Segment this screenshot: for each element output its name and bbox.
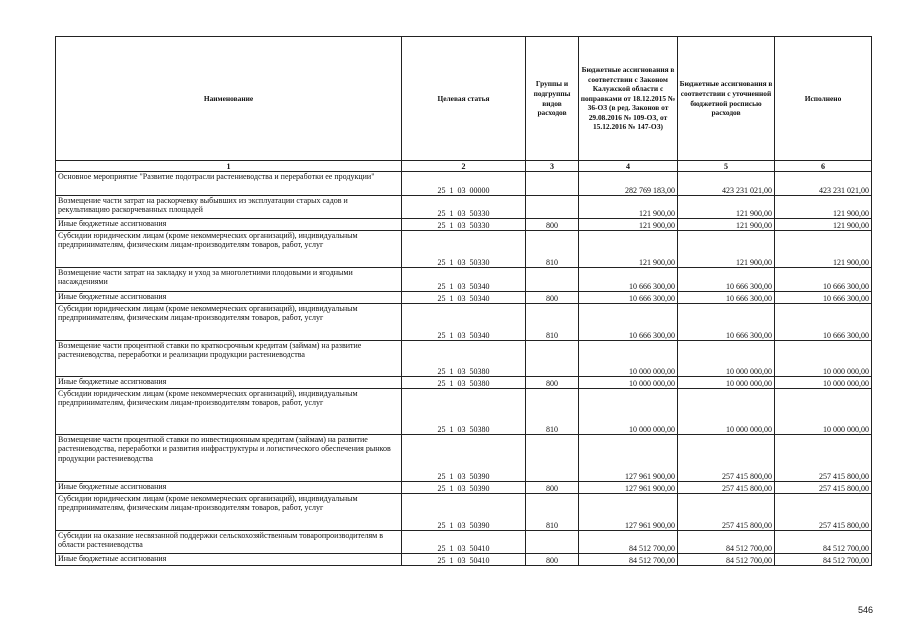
- row-expense-group: [526, 341, 579, 377]
- row-name: Иные бюджетные ассигнования: [56, 219, 402, 231]
- table-row: [56, 172, 872, 196]
- row-target-article: 25 1 03 50330: [402, 231, 526, 268]
- header-refined-allocations: Бюджетные ассигнования в соответствии с уточненной бюджетной росписью расходов: [678, 37, 775, 161]
- row-target-article: 25 1 03 50410: [402, 531, 526, 554]
- row-executed: 84 512 700,00: [775, 554, 872, 566]
- budget-table-container: [55, 36, 872, 566]
- row-refined-allocation: 10 000 000,00: [678, 389, 775, 435]
- table-row: [56, 435, 872, 482]
- row-executed: 257 415 800,00: [775, 482, 872, 494]
- row-name: Субсидии на оказание несвязанной поддержки сельскохозяйственным товаропроизводителям в области растениеводства: [56, 531, 402, 554]
- column-number-row: [56, 161, 872, 172]
- row-expense-group: 800: [526, 554, 579, 566]
- row-target-article: 25 1 03 00000: [402, 172, 526, 196]
- row-name: Субсидии юридическим лицам (кроме некоммерческих организаций), индивидуальным предпринимателям, физическим лицам-производителям товаров, работ, услуг: [56, 494, 402, 531]
- row-name: Иные бюджетные ассигнования: [56, 554, 402, 566]
- row-name: Основное мероприятие "Развитие подотрасли растениеводства и переработки ее продукции": [56, 172, 402, 196]
- row-expense-group: 800: [526, 219, 579, 231]
- row-law-allocation: 10 666 300,00: [579, 292, 678, 304]
- row-target-article: 25 1 03 50340: [402, 268, 526, 292]
- row-expense-group: 800: [526, 292, 579, 304]
- table-row: [56, 341, 872, 377]
- row-law-allocation: 10 000 000,00: [579, 377, 678, 389]
- header-name: Наименование: [56, 37, 402, 161]
- row-name: Субсидии юридическим лицам (кроме некоммерческих организаций), индивидуальным предпринимателям, физическим лицам-производителям товаров, работ, услуг: [56, 304, 402, 341]
- column-number: 6: [775, 161, 872, 172]
- column-number: 2: [402, 161, 526, 172]
- row-law-allocation: 84 512 700,00: [579, 554, 678, 566]
- row-refined-allocation: 84 512 700,00: [678, 531, 775, 554]
- row-target-article: 25 1 03 50390: [402, 494, 526, 531]
- row-name: Иные бюджетные ассигнования: [56, 482, 402, 494]
- header-expense-groups: Группы и подгруппы видов расходов: [526, 37, 579, 161]
- table-row: [56, 531, 872, 554]
- row-expense-group: [526, 531, 579, 554]
- row-target-article: 25 1 03 50380: [402, 341, 526, 377]
- budget-table: [55, 36, 872, 566]
- row-executed: 10 000 000,00: [775, 389, 872, 435]
- table-row: [56, 196, 872, 219]
- table-row: [56, 304, 872, 341]
- row-law-allocation: 121 900,00: [579, 231, 678, 268]
- row-name: Субсидии юридическим лицам (кроме некоммерческих организаций), индивидуальным предпринимателям, физическим лицам-производителям товаров, работ, услуг: [56, 231, 402, 268]
- row-refined-allocation: 257 415 800,00: [678, 482, 775, 494]
- table-row: [56, 219, 872, 231]
- row-name: Субсидии юридическим лицам (кроме некоммерческих организаций), индивидуальным предпринимателям, физическим лицам-производителям товаров, работ, услуг: [56, 389, 402, 435]
- row-executed: 257 415 800,00: [775, 435, 872, 482]
- table-row: [56, 268, 872, 292]
- row-name: Иные бюджетные ассигнования: [56, 377, 402, 389]
- column-number: 1: [56, 161, 402, 172]
- row-executed: 121 900,00: [775, 219, 872, 231]
- page-number: 546: [857, 605, 873, 615]
- column-number: 4: [579, 161, 678, 172]
- row-refined-allocation: 10 000 000,00: [678, 341, 775, 377]
- table-row: [56, 292, 872, 304]
- row-refined-allocation: 121 900,00: [678, 231, 775, 268]
- row-target-article: 25 1 03 50390: [402, 482, 526, 494]
- row-law-allocation: 127 961 900,00: [579, 482, 678, 494]
- row-refined-allocation: 257 415 800,00: [678, 435, 775, 482]
- row-target-article: 25 1 03 50330: [402, 219, 526, 231]
- row-refined-allocation: 10 666 300,00: [678, 292, 775, 304]
- row-expense-group: [526, 435, 579, 482]
- row-executed: 121 900,00: [775, 231, 872, 268]
- table-body: [56, 172, 872, 566]
- table-row: [56, 377, 872, 389]
- row-law-allocation: 10 000 000,00: [579, 389, 678, 435]
- row-expense-group: 810: [526, 231, 579, 268]
- header-law-allocations: Бюджетные ассигнования в соответствии с Законом Калужской области с поправками от 18.12.2015 № 36-ОЗ (в ред. Законов от 29.08.2016 № 109-ОЗ, от 15.12.2016 № 147-ОЗ): [579, 37, 678, 161]
- row-expense-group: 810: [526, 304, 579, 341]
- row-law-allocation: 121 900,00: [579, 196, 678, 219]
- row-refined-allocation: 257 415 800,00: [678, 494, 775, 531]
- row-name: Иные бюджетные ассигнования: [56, 292, 402, 304]
- row-refined-allocation: 121 900,00: [678, 196, 775, 219]
- row-expense-group: 800: [526, 377, 579, 389]
- row-executed: 10 666 300,00: [775, 304, 872, 341]
- row-executed: 10 666 300,00: [775, 292, 872, 304]
- column-number: 5: [678, 161, 775, 172]
- header-target-article: Целевая статья: [402, 37, 526, 161]
- row-name: Возмещение части процентной ставки по инвестиционным кредитам (займам) на развитие растениеводства, переработки и развития инфраструктуры и логистического обеспечения рынков продукции растениеводства: [56, 435, 402, 482]
- row-expense-group: [526, 196, 579, 219]
- row-expense-group: 810: [526, 494, 579, 531]
- row-law-allocation: 127 961 900,00: [579, 494, 678, 531]
- row-expense-group: 810: [526, 389, 579, 435]
- row-refined-allocation: 10 000 000,00: [678, 377, 775, 389]
- row-law-allocation: 282 769 183,00: [579, 172, 678, 196]
- row-refined-allocation: 10 666 300,00: [678, 304, 775, 341]
- row-target-article: 25 1 03 50380: [402, 389, 526, 435]
- row-law-allocation: 127 961 900,00: [579, 435, 678, 482]
- row-target-article: 25 1 03 50340: [402, 292, 526, 304]
- row-target-article: 25 1 03 50340: [402, 304, 526, 341]
- row-refined-allocation: 10 666 300,00: [678, 268, 775, 292]
- row-target-article: 25 1 03 50380: [402, 377, 526, 389]
- row-expense-group: [526, 268, 579, 292]
- column-number: 3: [526, 161, 579, 172]
- row-law-allocation: 10 666 300,00: [579, 304, 678, 341]
- header-row: [56, 37, 872, 161]
- row-refined-allocation: 121 900,00: [678, 219, 775, 231]
- row-refined-allocation: 84 512 700,00: [678, 554, 775, 566]
- table-row: [56, 554, 872, 566]
- row-name: Возмещение части процентной ставки по краткосрочным кредитам (займам) на развитие растениеводства, переработки и реализации продукции растениеводства: [56, 341, 402, 377]
- table-row: [56, 231, 872, 268]
- row-target-article: 25 1 03 50330: [402, 196, 526, 219]
- row-executed: 10 666 300,00: [775, 268, 872, 292]
- table-row: [56, 389, 872, 435]
- table-row: [56, 482, 872, 494]
- row-target-article: 25 1 03 50390: [402, 435, 526, 482]
- row-executed: 10 000 000,00: [775, 341, 872, 377]
- row-law-allocation: 121 900,00: [579, 219, 678, 231]
- row-executed: 257 415 800,00: [775, 494, 872, 531]
- row-law-allocation: 10 000 000,00: [579, 341, 678, 377]
- row-law-allocation: 10 666 300,00: [579, 268, 678, 292]
- row-executed: 121 900,00: [775, 196, 872, 219]
- row-refined-allocation: 423 231 021,00: [678, 172, 775, 196]
- row-expense-group: 800: [526, 482, 579, 494]
- row-name: Возмещение части затрат на раскорчевку выбывших из эксплуатации старых садов и рекультивацию раскорчеванных площадей: [56, 196, 402, 219]
- row-target-article: 25 1 03 50410: [402, 554, 526, 566]
- row-executed: 10 000 000,00: [775, 377, 872, 389]
- header-executed: Исполнено: [775, 37, 872, 161]
- table-row: [56, 494, 872, 531]
- row-executed: 84 512 700,00: [775, 531, 872, 554]
- row-expense-group: [526, 172, 579, 196]
- row-name: Возмещение части затрат на закладку и уход за многолетними плодовыми и ягодными насаждениями: [56, 268, 402, 292]
- row-law-allocation: 84 512 700,00: [579, 531, 678, 554]
- row-executed: 423 231 021,00: [775, 172, 872, 196]
